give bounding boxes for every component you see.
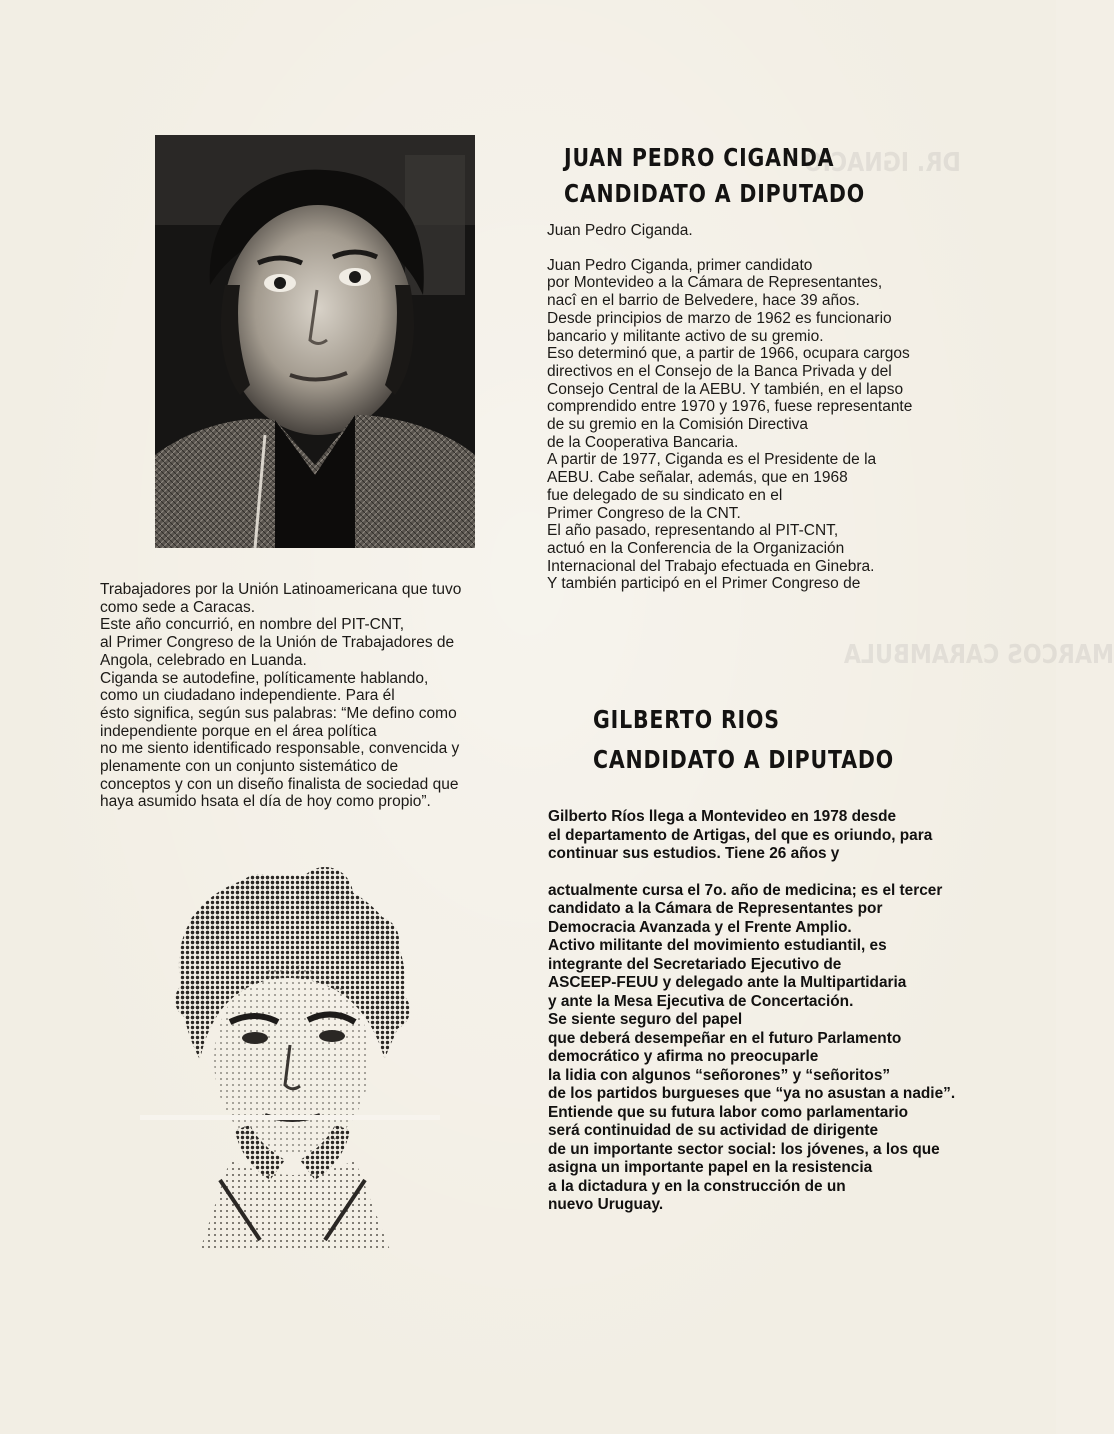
text-line: Primer Congreso de la CNT. <box>547 504 741 522</box>
text-line: continuar sus estudios. Tiene 26 años y <box>548 845 840 862</box>
text-line: Desde principios de marzo de 1962 es funcionario <box>547 309 892 327</box>
text-line: a la dictadura y en la construcción de un <box>548 1177 846 1195</box>
text-line: actuó en la Conferencia de la Organización <box>547 539 845 557</box>
text-line: Angola, celebrado en Luanda. <box>100 651 307 669</box>
article-2-heading-line1: GILBERTO RIOS <box>593 705 780 734</box>
text-line <box>548 864 955 882</box>
article-2-heading-line2: CANDIDATO A DIPUTADO <box>593 745 894 774</box>
text-line: bancario y militante activo de su gremio. <box>547 327 824 345</box>
article-1-byline: Juan Pedro Ciganda. <box>547 222 693 239</box>
text-line: no me siento identificado responsable, convencida y <box>100 740 460 758</box>
text-line: Se siente seguro del papel <box>548 1011 743 1028</box>
portrait-photo-ciganda <box>155 135 475 548</box>
article-1-right-column <box>547 222 912 593</box>
text-line: conceptos y con un diseño finalista de sociedad que <box>100 775 459 793</box>
text-line: Internacional del Trabajo efectuada en Ginebra. <box>547 557 875 575</box>
text-line: de los partidos burgueses que “ya no asustan a nadie”. <box>548 1085 956 1102</box>
show-through-text: DR. IGNACIO <box>803 148 961 178</box>
text-line: Ciganda se autodefine, políticamente hablando, <box>100 669 429 687</box>
text-line: nuevo Uruguay. <box>548 1196 664 1213</box>
text-line: ésto significa, según sus palabras: “Me defino como <box>100 704 457 722</box>
text-line: Activo militante del movimiento estudiantil, es <box>548 937 887 954</box>
text-line: independiente porque en el área política <box>100 722 377 740</box>
text-line: Juan Pedro Ciganda, primer candidato <box>547 256 813 274</box>
text-line: el departamento de Artigas, del que es oriundo, para <box>548 826 933 844</box>
text-line: asigna un importante papel en la resistencia <box>548 1159 873 1176</box>
text-line: A partir de 1977, Ciganda es el Presidente de la <box>547 451 877 469</box>
text-line: comprendido entre 1970 y 1976, fuese representante <box>547 398 913 416</box>
text-line: y ante la Mesa Ejecutiva de Concertación. <box>548 992 854 1010</box>
text-line: de la Cooperativa Bancaria. <box>547 433 739 451</box>
text-line: nacî en el barrio de Belvedere, hace 39 años. <box>547 292 860 310</box>
article-1-heading-line1: JUAN PEDRO CIGANDA <box>564 143 835 172</box>
text-line: Eso determinó que, a partir de 1966, ocupara cargos <box>547 345 910 363</box>
text-line: como sede a Caracas. <box>100 598 256 616</box>
article-1-heading <box>564 140 865 212</box>
text-line: directivos en el Consejo de la Banca Privada y del <box>547 362 892 380</box>
article-1-left-column <box>100 581 461 811</box>
text-line: de un importante sector social: los jóvenes, a los que <box>548 1140 940 1158</box>
text-line: democrático y afirma no preocuparle <box>548 1048 819 1065</box>
text-line: ASCEEP-FEUU y delegado ante la Multipartidaria <box>548 974 907 991</box>
text-line: la lidia con algunos “señorones” y “señoritos” <box>548 1066 891 1084</box>
text-line: por Montevideo a la Cámara de Representantes, <box>547 274 883 292</box>
text-line: haya asumido hsata el día de hoy como propio”. <box>100 793 431 811</box>
text-line: fue delegado de su sindicato en el <box>547 486 783 504</box>
text-line: Este año concurrió, en nombre del PIT-CNT, <box>100 616 405 634</box>
text-line: Y también participó en el Primer Congreso de <box>547 575 861 593</box>
text-line: integrante del Secretariado Ejecutivo de <box>548 955 842 973</box>
text-line: El año pasado, representando al PIT-CNT, <box>547 522 839 540</box>
text-line: AEBU. Cabe señalar, además, que en 1968 <box>547 469 848 487</box>
portrait-photo-rios <box>140 860 440 1250</box>
text-line: Democracia Avanzada y el Frente Amplio. <box>548 918 852 936</box>
text-line: que deberá desempeñar en el futuro Parlamento <box>548 1029 902 1047</box>
text-line: actualmente cursa el 7o. año de medicina; es el tercer <box>548 881 943 899</box>
text-line: al Primer Congreso de la Unión de Trabajadores de <box>100 634 455 652</box>
article-2-heading <box>593 700 894 780</box>
text-line: Consejo Central de la AEBU. Y también, en el lapso <box>547 380 904 398</box>
text-line: será continuidad de su actividad de dirigente <box>548 1122 879 1139</box>
text-line: Trabajadores por la Unión Latinoamericana que tuvo <box>100 581 462 598</box>
article-1-heading-line2: CANDIDATO A DIPUTADO <box>564 179 865 208</box>
text-line: candidato a la Cámara de Representantes por <box>548 900 883 917</box>
text-line: Entiende que su futura labor como parlamentario <box>548 1103 909 1121</box>
text-line: Gilberto Ríos llega a Montevideo en 1978 desde <box>548 808 897 825</box>
show-through-text: MARCOS CARAMBULA <box>843 640 1114 670</box>
text-line: plenamente con un conjunto sistemático de <box>100 758 399 776</box>
text-line: como un ciudadano independiente. Para él <box>100 687 395 705</box>
text-line: de su gremio en la Comisión Directiva <box>547 416 809 434</box>
article-2-body <box>548 808 955 1215</box>
